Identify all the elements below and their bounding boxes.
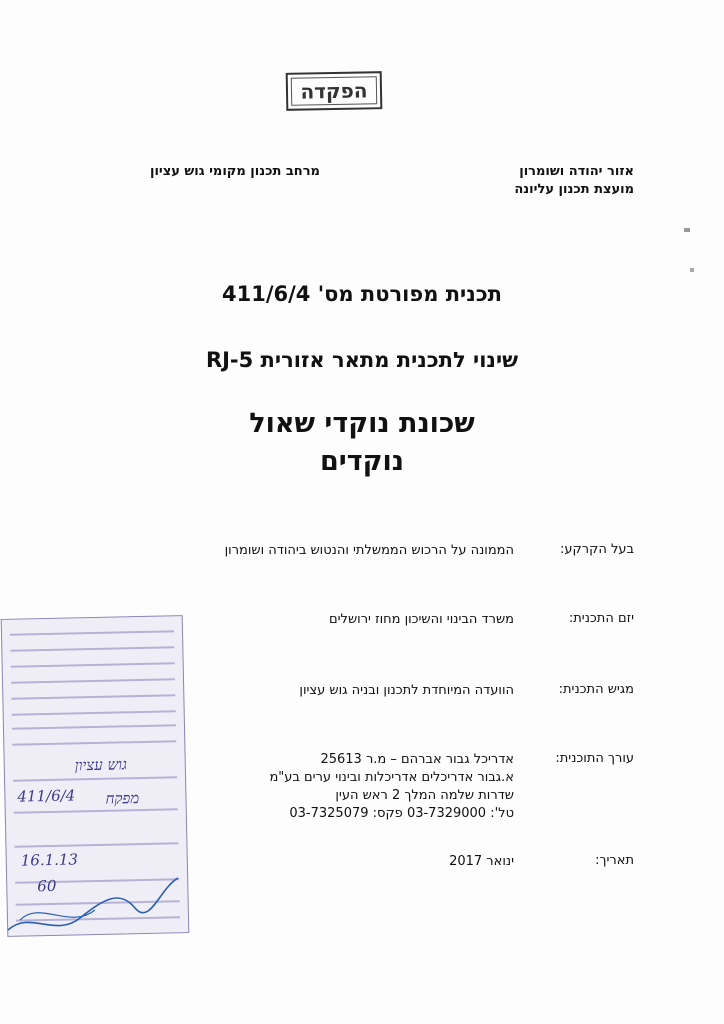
- seal-line: [12, 710, 176, 715]
- seal-line: [13, 776, 177, 781]
- deposit-stamp-text: הפקדה: [300, 78, 368, 104]
- editor-line: שדרות שלמה המלך 2 ראש העין: [335, 788, 514, 803]
- seal-handwritten-role: מפקח: [105, 789, 140, 808]
- region-name: אזור יהודה ושומרון: [519, 164, 634, 179]
- seal-line: [11, 662, 175, 667]
- deposit-stamp: [286, 71, 383, 111]
- editor-block: [269, 751, 514, 823]
- editor-label: עורך התוכנית:: [555, 751, 634, 766]
- plan-number-title: תכנית מפורטת מס' 411/6/4: [222, 282, 502, 306]
- settlement-title: נוקדים: [319, 446, 404, 477]
- seal-line: [12, 724, 176, 729]
- seal-date: 16.1.13: [20, 850, 79, 870]
- date-value: ינואר 2017: [449, 854, 514, 869]
- planning-area: מרחב תכנון מקומי גוש עציון: [150, 164, 320, 179]
- seal-number: 60: [37, 876, 57, 896]
- submitter-label: מגיש התכנית:: [558, 682, 634, 697]
- seal-line: [11, 678, 175, 683]
- editor-line: א.גבור אדריכלים אדריכלות ובינוי ערים בע"מ: [269, 770, 514, 785]
- neighborhood-title: שכונת נוקדי שאול: [249, 408, 475, 439]
- seal-line: [14, 842, 178, 847]
- seal-line: [14, 808, 178, 813]
- landowner-value: הממונה על הרכוש הממשלתי והנטוש ביהודה ושומרון: [224, 543, 514, 558]
- seal-line: [12, 740, 176, 745]
- seal-line: [11, 694, 175, 699]
- initiator-value: משרד הבינוי והשיכון מחוז ירושלים: [329, 612, 514, 627]
- editor-line: אדריכל גבור אברהם – מ.ר 25613: [320, 752, 514, 767]
- date-label: תאריך:: [595, 853, 634, 868]
- seal-plan-ref: 411/6/4: [17, 786, 76, 806]
- editor-line: טל': 03-7329000 פקס: 03-7325079: [289, 806, 514, 821]
- seal-handwritten-area: גוש עציון: [74, 755, 128, 775]
- landowner-label: בעל הקרקע:: [560, 542, 634, 557]
- initiator-label: יזם התכנית:: [568, 611, 634, 626]
- seal-line: [10, 630, 174, 635]
- plan-change-title: שינוי לתכנית מתאר אזורית RJ-5: [205, 348, 519, 372]
- scan-mark: [684, 228, 690, 232]
- scan-mark: [690, 268, 694, 272]
- header-authority: [514, 163, 634, 199]
- council-name: מועצת תכנון עליונה: [514, 182, 634, 197]
- signature: [0, 860, 190, 940]
- submitter-value: הוועדה המיוחדת לתכנון ובניה גוש עציון: [299, 683, 514, 698]
- seal-line: [10, 646, 174, 651]
